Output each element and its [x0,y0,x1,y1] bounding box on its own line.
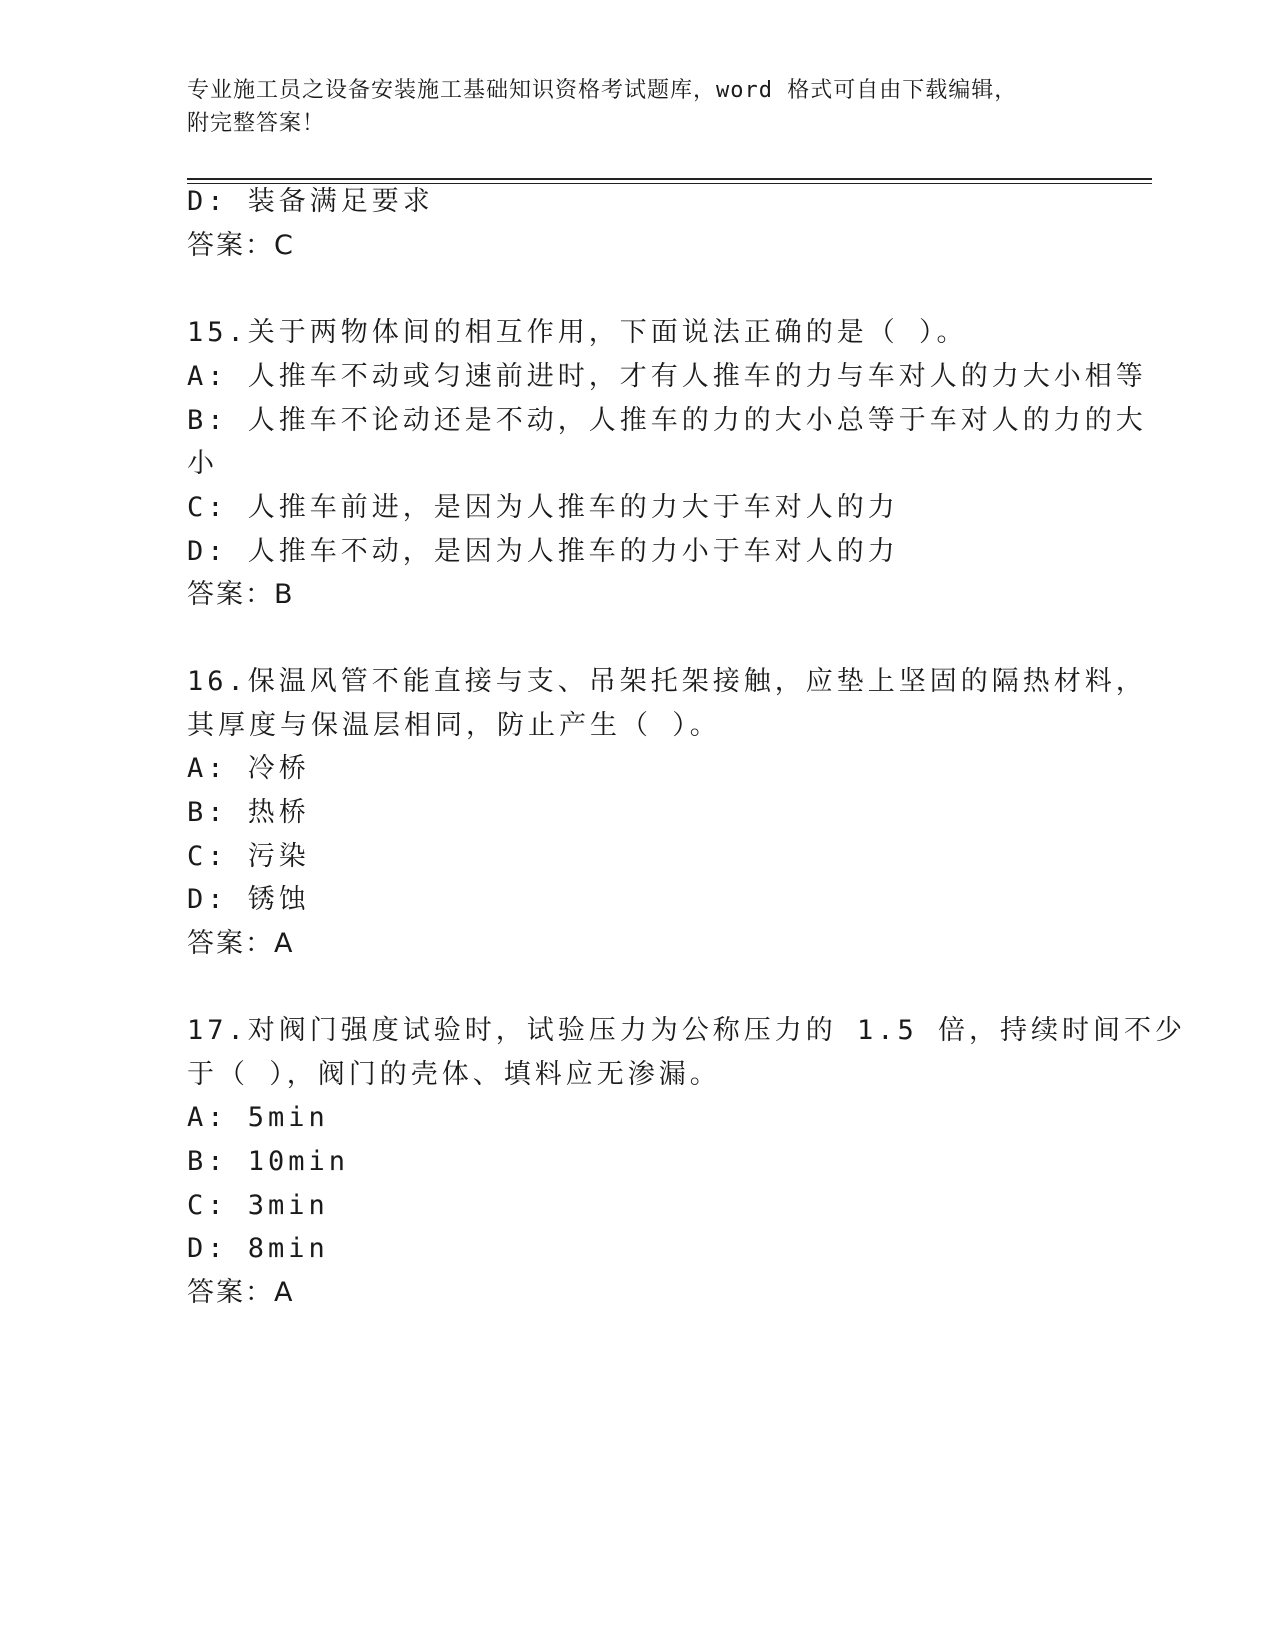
question-15-option-b-cont: 小 [187,448,218,479]
question-17-option-d: D: 8min [187,1233,329,1264]
question-15-stem: 15.关于两物体间的相互作用，下面说法正确的是（ ）。 [187,317,968,348]
question-16-option-d: D: 锈蚀 [187,884,310,915]
question-15-answer: 答案：B [187,579,295,610]
question-17-option-b: B: 10min [187,1146,350,1177]
question-17-option-a: A: 5min [187,1102,329,1133]
question-17-option-c: C: 3min [187,1190,329,1221]
question-16-answer: 答案：A [187,928,295,959]
document-header [187,74,1067,140]
header-divider-thick [187,178,1152,180]
question-17-stem-line-1: 17.对阀门强度试验时，试验压力为公称压力的 1.5 倍，持续时间不少 [187,1015,1187,1046]
carryover-option-d: D: 装备满足要求 [187,186,434,217]
question-15-option-a: A: 人推车不动或匀速前进时，才有人推车的力与车对人的力大小相等 [187,361,1147,392]
question-16-option-c: C: 污染 [187,841,310,872]
question-16-stem-line-1: 16.保温风管不能直接与支、吊架托架接触，应垫上坚固的隔热材料， [187,666,1147,697]
question-15-option-b: B: 人推车不论动还是不动，人推车的力的大小总等于车对人的力的大 [187,405,1147,436]
header-line-2: 附完整答案！ [187,111,326,136]
carryover-answer: 答案：C [187,230,295,261]
question-15-option-d: D: 人推车不动，是因为人推车的力小于车对人的力 [187,536,899,567]
question-15-option-c: C: 人推车前进，是因为人推车的力大于车对人的力 [187,492,899,523]
question-16-stem-line-2: 其厚度与保温层相同，防止产生（ ）。 [187,710,721,741]
question-17-answer: 答案：A [187,1277,295,1308]
question-16-option-a: A: 冷桥 [187,753,310,784]
header-line-1: 专业施工员之设备安装施工基础知识资格考试题库，word 格式可自由下载编辑， [187,78,1018,103]
header-divider-thin [187,183,1152,184]
question-17-stem-line-2: 于（ ），阀门的壳体、填料应无渗漏。 [187,1059,721,1090]
question-16-option-b: B: 热桥 [187,797,310,828]
